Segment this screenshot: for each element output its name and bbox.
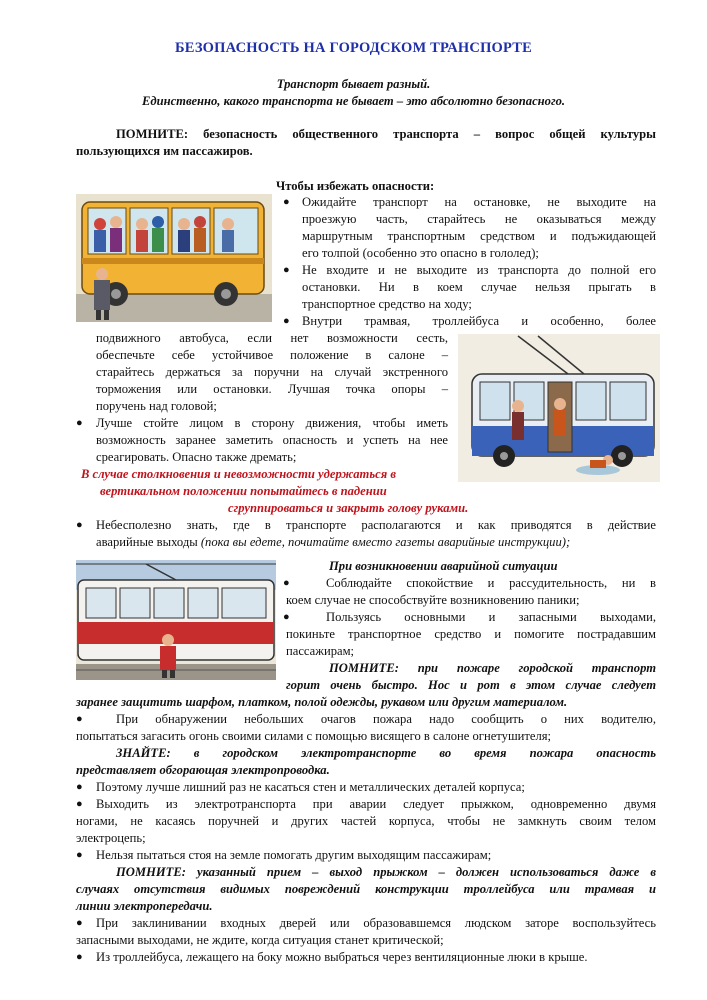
- avoid-b2-line-3: транспортное средство на ходу;: [302, 297, 472, 311]
- emergency-e8: Из троллейбуса, лежащего на боку можно выбраться через вентиляционные люки в крыше.: [96, 950, 588, 964]
- remember-jump-line-1: ПОМНИТЕ: указанный прием – выход прыжком – должен использоваться даже в: [116, 865, 656, 879]
- emergency-e5-line-2: ногами, не касаясь поручней и других частей корпуса, чтобы не замкнуть своим телом: [76, 814, 656, 828]
- avoid-b5-line-2: [96, 534, 570, 551]
- bullet-e1: ●: [283, 577, 290, 589]
- emergency-heading: При возникновении аварийной ситуации: [329, 559, 558, 573]
- epigraph-line-2: Единственно, какого транспорта не бывает – это абсолютно безопасного.: [141, 94, 566, 108]
- bullet-2: ●: [283, 264, 290, 276]
- know-line-1: ЗНАЙТЕ: в городском электротранспорте во время пожара опасность: [116, 746, 656, 760]
- warning-line-3: сгруппироваться и закрыть голову руками.: [228, 501, 469, 515]
- bullet-5: ●: [76, 519, 83, 531]
- avoid-b4-line-2: возможность заранее заметить опасность и успеть на нее: [96, 433, 448, 447]
- avoid-b2-line-1: Не входите и не выходите из транспорта до полной его: [302, 263, 656, 277]
- avoid-b3-line-2: подвижного автобуса, если нет возможности сесть,: [96, 331, 448, 345]
- bullet-e3: ●: [76, 713, 83, 725]
- emergency-e3-line-1: При обнаружении небольших очагов пожара надо сообщить о них водителю,: [116, 712, 656, 726]
- bullet-e4: ●: [76, 781, 83, 793]
- emergency-e7-line-1: При заклинивании входных дверей или образовавшемся людском заторе воспользуйтесь: [96, 916, 656, 930]
- warning-line-2: вертикальном положении попытайтесь в падении: [100, 484, 387, 498]
- bullet-3: ●: [283, 315, 290, 327]
- bullet-1: ●: [283, 196, 290, 208]
- emergency-e4: Поэтому лучше лишний раз не касаться стен и металлических деталей корпуса;: [96, 780, 525, 794]
- avoid-b3-line-3: обеспечьте себе устойчивое положение в салоне –: [96, 348, 448, 362]
- avoid-b2-line-2: остановки. Ни в коем случае нельзя прыгать в: [302, 280, 656, 294]
- bullet-e6: ●: [76, 849, 83, 861]
- avoid-b4-line-1: Лучше стойте лицом в сторону движения, чтобы иметь: [96, 416, 448, 430]
- avoid-b5-line-2-note: (пока вы едете, почитайте вместо газеты аварийные инструкции);: [200, 535, 571, 549]
- avoid-b1-line-4: его толпой (особенно это опасно в гололед);: [302, 246, 539, 260]
- fire-line-3: заранее защитить шарфом, платком, полой одежды, рукавом или другим материалом.: [76, 695, 568, 709]
- emergency-e5-line-1: Выходить из электротранспорта при аварии следует прыжком, одновременно двумя: [96, 797, 656, 811]
- emergency-e3-line-2: попытаться загасить огонь своими силами с помощью висящего в салоне огнетушителя;: [76, 729, 552, 743]
- emergency-e6: Нельзя пытаться стоя на земле помогать другим выходящим пассажирам;: [96, 848, 492, 862]
- bus-stop-illustration: [76, 194, 272, 322]
- remember-line-1: ПОМНИТЕ: безопасность общественного транспорта – вопрос общей культуры: [116, 127, 656, 141]
- avoid-heading: Чтобы избежать опасности:: [276, 179, 435, 193]
- epigraph-line-1: Транспорт бывает разный.: [276, 77, 431, 91]
- avoid-b5-line-1: Небесполезно знать, где в транспорте располагаются и как приводятся в действие: [96, 518, 656, 532]
- avoid-b5-line-2-text: аварийные выходы: [96, 535, 201, 549]
- emergency-e5-line-3: электроцепь;: [76, 831, 146, 845]
- bullet-e5: ●: [76, 798, 83, 810]
- avoid-b3-line-4: старайтесь держаться за поручни на случай экстренного: [96, 365, 448, 379]
- bullet-e2: ●: [283, 611, 290, 623]
- remember-jump-line-2: случаях отсутствия видимых повреждений конструкции троллейбуса или трамвая и: [76, 882, 656, 896]
- emergency-e2-line-1: Пользуясь основными и запасными выходами,: [326, 610, 656, 624]
- avoid-b3-line-6: поручень над головой;: [96, 399, 217, 413]
- avoid-b1-line-1: Ожидайте транспорт на остановке, не выходите на: [302, 195, 656, 209]
- avoid-b4-line-3: среагировать. Опасно также дремать;: [96, 450, 297, 464]
- remember-jump-line-3: линии электропередачи.: [76, 899, 213, 913]
- bullet-e7: ●: [76, 917, 83, 929]
- know-line-2: представляет обгорающая электропроводка.: [76, 763, 330, 777]
- bullet-e8: ●: [76, 951, 83, 963]
- emergency-e1-line-1: Соблюдайте спокойствие и рассудительность, ни в: [326, 576, 656, 590]
- avoid-b1-line-2: проезжую часть, старайтесь не оказываться между: [302, 212, 656, 226]
- trolleybus-illustration: [458, 334, 660, 482]
- warning-line-1: В случае столкновения и невозможности удержаться в: [81, 467, 396, 481]
- bullet-4: ●: [76, 417, 83, 429]
- tram-illustration: [76, 560, 276, 680]
- avoid-b3-line-1: Внутри трамвая, троллейбуса и особенно, более: [302, 314, 656, 328]
- emergency-e1-line-2: коем случае не способствуйте возникновению паники;: [286, 593, 580, 607]
- avoid-b3-line-5: торможения или остановки. Лучшая точка опоры –: [96, 382, 448, 396]
- emergency-e7-line-2: запасными выходами, не ждите, когда ситуация станет критической;: [76, 933, 444, 947]
- emergency-e2-line-2: покиньте транспортное средство и помогите пострадавшим: [286, 627, 656, 641]
- avoid-b1-line-3: маршрутным транспортным средством и подъжидающей: [302, 229, 656, 243]
- page-title: БЕЗОПАСНОСТЬ НА ГОРОДСКОМ ТРАНСПОРТЕ: [174, 40, 533, 56]
- fire-line-2: горит очень быстро. Нос и рот в этом случае следует: [286, 678, 656, 692]
- remember-line-2: пользующихся им пассажиров.: [76, 144, 253, 158]
- emergency-e2-line-3: пассажирам;: [286, 644, 355, 658]
- fire-line-1: ПОМНИТЕ: при пожаре городской транспорт: [329, 661, 656, 675]
